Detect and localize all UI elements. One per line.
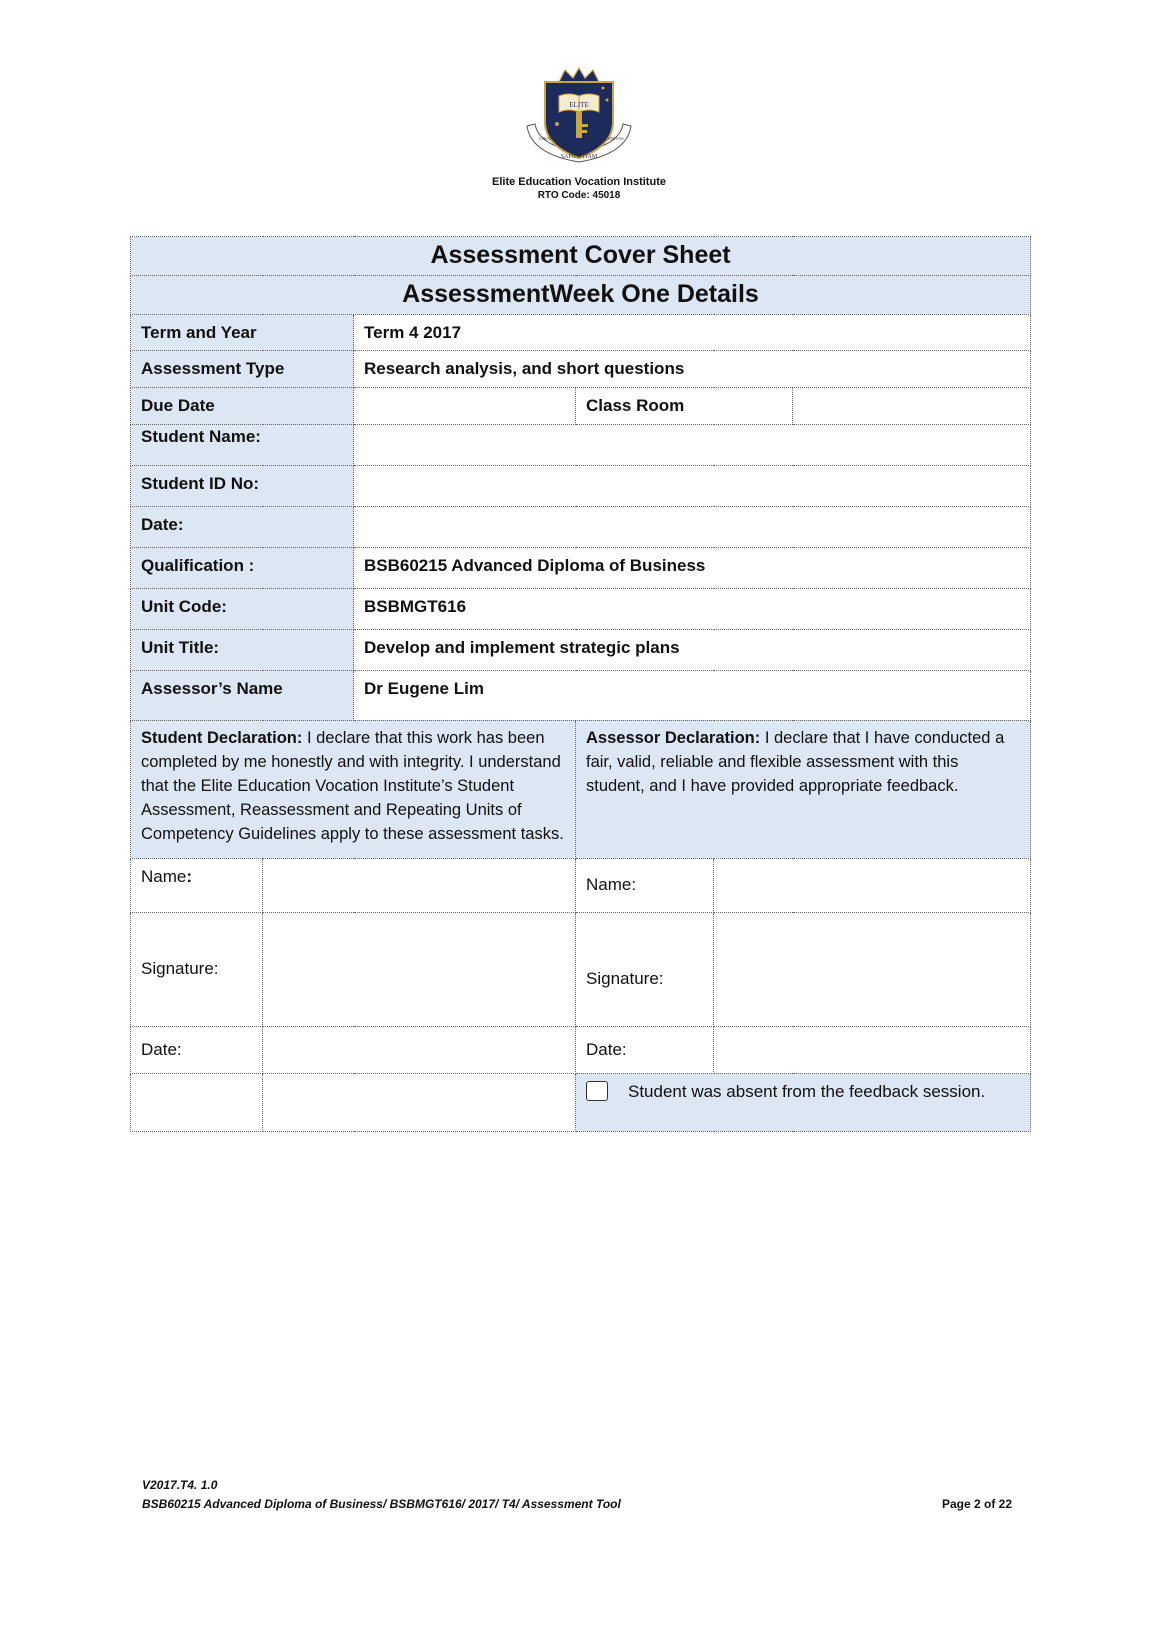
cover-title: Assessment Cover Sheet — [131, 237, 1031, 276]
qualification-label: Qualification : — [131, 547, 354, 588]
unit-code-value: BSBMGT616 — [354, 588, 1031, 629]
assessor-signature-field[interactable] — [714, 912, 1031, 1026]
classroom-label: Class Room — [576, 388, 793, 425]
student-declaration-text: I declare that this work has been completed by me honestly and with integrity. I understand that the Elite Education Vocation Institute’s Student Assessment, Reassessment and Repeating Units of Competency Guidelines apply to these assessment tasks. — [141, 728, 564, 843]
student-name-label: Student Name: — [131, 424, 354, 465]
assessor-declaration-heading: Assessor Declaration: — [586, 728, 761, 747]
assessor-name-sign-label: Name: — [576, 858, 714, 912]
assessment-type-value: Research analysis, and short questions — [354, 351, 1031, 388]
term-value: Term 4 2017 — [354, 314, 1031, 351]
assessor-signature-label: Signature: — [576, 912, 714, 1026]
blank-cell-mid — [263, 1073, 576, 1131]
student-date-field[interactable] — [263, 1026, 576, 1073]
logo-ribbon-left: COGNITIO — [539, 136, 561, 141]
student-name-sign-label — [131, 858, 263, 912]
date-field[interactable] — [354, 506, 1031, 547]
date-label: Date: — [131, 506, 354, 547]
student-declaration-heading: Student Declaration: — [141, 728, 303, 747]
unit-title-label: Unit Title: — [131, 629, 354, 670]
student-name-label-text: Name — [141, 866, 187, 886]
page-number: Page 2 of 22 — [941, 1497, 1012, 1511]
institute-logo — [521, 66, 637, 172]
assessor-name-sign-field[interactable] — [714, 858, 1031, 912]
assessor-date-label: Date: — [576, 1026, 714, 1073]
assessment-type-label: Assessment Type — [131, 351, 354, 388]
page-footer — [142, 1476, 1012, 1513]
student-declaration — [131, 720, 576, 858]
qualification-value: BSB60215 Advanced Diploma of Business — [354, 547, 1031, 588]
rto-code: RTO Code: 45018 — [537, 190, 621, 201]
assessment-cover-table — [130, 236, 1031, 1132]
institute-name: Elite Education Vocation Institute — [492, 176, 666, 188]
unit-title-value: Develop and implement strategic plans — [354, 629, 1031, 670]
student-signature-label: Signature: — [131, 912, 263, 1026]
assessor-date-field[interactable] — [714, 1026, 1031, 1073]
page-header — [0, 66, 1158, 201]
term-label: Term and Year — [131, 314, 354, 351]
absent-feedback-cell — [576, 1073, 1031, 1131]
crest-lettering: ELITE — [569, 101, 589, 109]
due-date-label: Due Date — [131, 388, 354, 425]
student-date-label: Date: — [131, 1026, 263, 1073]
absent-checkbox[interactable] — [586, 1081, 608, 1101]
student-name-label-colon: : — [186, 866, 193, 886]
classroom-field[interactable] — [793, 388, 1031, 425]
student-name-sign-field[interactable] — [263, 858, 576, 912]
assessor-name-value: Dr Eugene Lim — [354, 670, 1031, 720]
assessor-declaration-text: I declare that I have conducted a fair, valid, reliable and flexible assessment with this student, and I have provided appropriate feedback. — [586, 728, 1005, 795]
blank-cell-left — [131, 1073, 263, 1131]
logo-motto: SAPIENTIAM — [560, 154, 598, 160]
student-id-label: Student ID No: — [131, 465, 354, 506]
unit-code-label: Unit Code: — [131, 588, 354, 629]
footer-version: V2017.T4. 1.0 — [142, 1478, 218, 1492]
student-signature-field[interactable] — [263, 912, 576, 1026]
absent-feedback-text: Student was absent from the feedback session. — [628, 1081, 986, 1101]
due-date-field[interactable] — [354, 388, 576, 425]
cover-subtitle: AssessmentWeek One Details — [131, 275, 1031, 314]
assessor-name-label: Assessor’s Name — [131, 670, 354, 720]
student-id-field[interactable] — [354, 465, 1031, 506]
footer-doc-path: BSB60215 Advanced Diploma of Business/ BSBMGT616/ 2017/ T4/ Assessment Tool — [142, 1496, 621, 1511]
assessor-declaration — [576, 720, 1031, 858]
student-name-field[interactable] — [354, 424, 1031, 465]
logo-ribbon-right: VERITAS — [605, 136, 624, 141]
